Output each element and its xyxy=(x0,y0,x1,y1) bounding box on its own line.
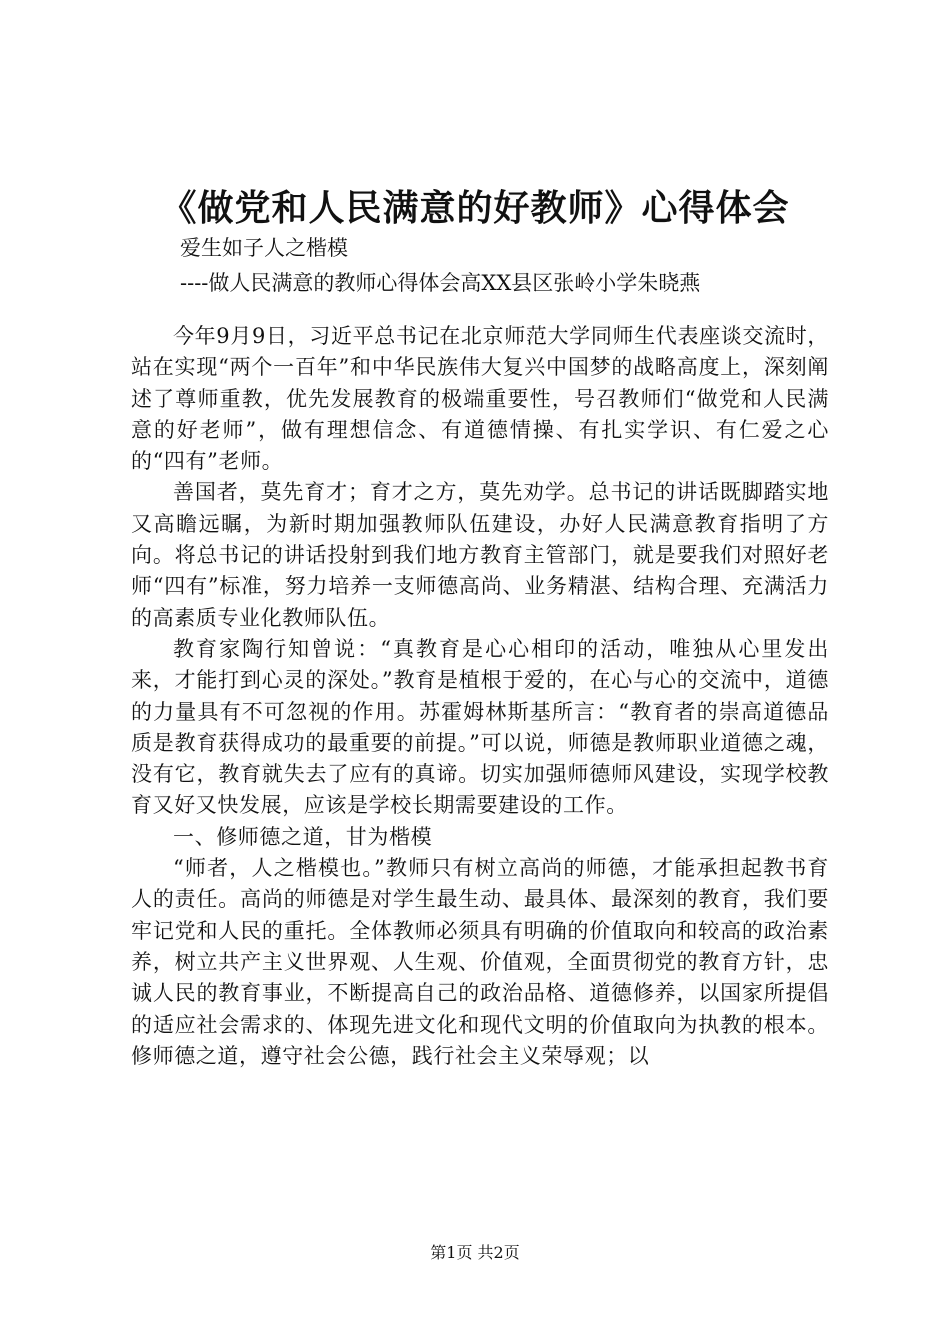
document-subtitle: 爱生如子人之楷模 xyxy=(180,236,348,260)
author-line: ----做人民满意的教师心得体会高XX县区张岭小学朱晓燕 xyxy=(180,271,701,295)
paragraph: 善国者，莫先育才；育才之方，莫先劝学。总书记的讲话既脚踏实地又高瞻远瞩，为新时期加强教师队伍建设，办好人民满意教育指明了方向。将总书记的讲话投射到我们地方教育主管部门，就是要我们对照好老师“四有”标准，努力培养一支师德高尚、业务精湛、结构合理、充满活力的高素质专业化教师队伍。 xyxy=(131,480,829,630)
paragraph: 教育家陶行知曾说：“真教育是心心相印的活动，唯独从心里发出来，才能打到心灵的深处。”教育是植根于爱的，在心与心的交流中，道德的力量具有不可忽视的作用。苏霍姆林斯基所言：“教育者的崇高道德品质是教育获得成功的最重要的前提。”可以说，师德是教师职业道德之魂，没有它，教育就失去了应有的真谛。切实加强师德师风建设，实现学校教育又好又快发展，应该是学校长期需要建设的工作。 xyxy=(131,636,829,818)
document-title: 《做党和人民满意的好教师》心得体会 xyxy=(160,187,790,229)
paragraph: 今年9月9日，习近平总书记在北京师范大学同师生代表座谈交流时，站在实现“两个一百年”和中华民族伟大复兴中国梦的战略高度上，深刻阐述了尊师重教，优先发展教育的极端重要性，号召教师们“做党和人民满意的好老师”，做有理想信念、有道德情操、有扎实学识、有仁爱之心的“四有”老师。 xyxy=(131,324,829,474)
paragraph: “师者，人之楷模也。”教师只有树立高尚的师德，才能承担起教书育人的责任。高尚的师德是对学生最生动、最具体、最深刻的教育，我们要牢记党和人民的重托。全体教师必须具有明确的价值取向和较高的政治素养，树立共产主义世界观、人生观、价值观，全面贯彻党的教育方针，忠诚人民的教育事业，不断提高自己的政治品格、道德修养，以国家所提倡的适应社会需求的、体现先进文化和现代文明的价值取向为执教的根本。修师德之道，遵守社会公德，践行社会主义荣辱观；以 xyxy=(131,856,829,1068)
document-body xyxy=(131,321,829,1072)
section-heading: 一、修师德之道，甘为楷模 xyxy=(173,824,433,849)
page-number-footer: 第1页 共2页 xyxy=(430,1243,520,1262)
